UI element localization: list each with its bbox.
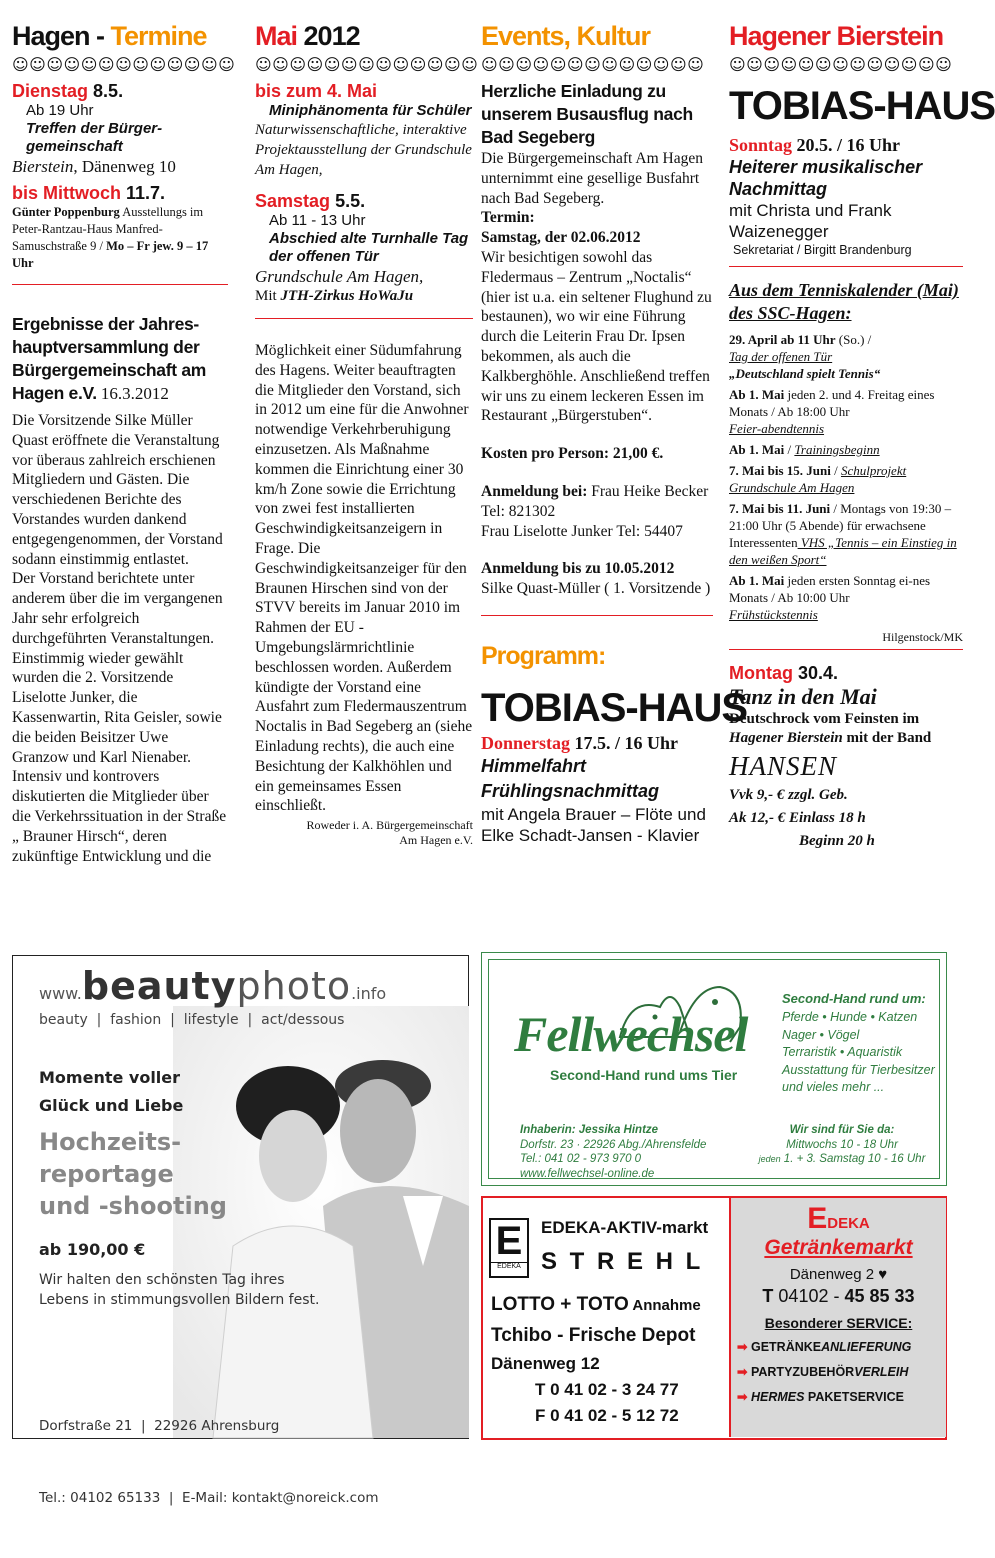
event-title: Treffen der Bürger-gemeinschaft [26,120,163,155]
divider [729,266,963,267]
event-description: mit Angela Brauer – Flöte und Elke Schadt-Jansen - Klavier [481,804,706,845]
event-title: Tanz in den Mai [729,684,877,709]
event-date: bis zum 4. Mai [255,81,378,101]
edeka-ad [481,1196,947,1440]
tennis-item: Ab 1. Mai jeden 2. und 4. Freitag eines Monats / Ab 18:00 Uhr Feier-abendtennis [729,387,935,436]
description: Wir halten den schönsten Tag ihres Lebens in stimmungsvollen Bildern fest. [39,1272,320,1308]
event-description: Mit JTH-Zirkus HoWaJu [255,288,414,304]
edeka-logo: EDEKA [807,1202,870,1235]
column-events-kultur [481,18,748,846]
tennis-item: 7. Mai bis 15. Juni / Schulprojekt Grundschule Am Hagen [729,463,907,495]
phone: T 04102 - 45 85 33 [762,1286,915,1306]
divider [12,284,228,285]
tagline: Momente voller Glück und Liebe [39,1068,184,1115]
event-date: Montag 30.4. [729,663,839,683]
article-heading: Ergebnisse der Jahres-hauptversammlung der Bürgergemeinschaft am Hagen e.V. 16.3.2012 [12,314,207,403]
invitation-body: Die Bürgergemeinschaft Am Hagen unternimmt eine gesellige Busfahrt nach Bad Segeberg. Termin: Samstag, der 02.06.2012 Wir besichtigen sowohl das Fledermaus – Zentrum „Noctalis“ (hier ist u.a. ein seltener Flughund zu bestaunen), wo wir eine Führung durch die Leiterin Frau Dr. Ipsen bekommen, als auch die Kalkberghöhle. Anschließend treffen wir uns zu einem leckeren Essen im Restaurant „Bürgerstuben“. Kosten pro Person: 21,00 €. Anmeldung bei: Frau Heike Becker Tel: 821302 Frau Liselotte Junker Tel: 54407 Anmeldung bis zu 10.05.2012 Silke Quast-Müller ( 1. Vorsitzende ) [481,150,712,598]
tobias-haus-logo: TOBIAS-HAUS [729,84,995,128]
tennis-item: Ab 1. Mai / Trainingsbeginn [729,442,880,457]
edeka-aktiv-markt [483,1198,729,1437]
contact-info: Dorfstraße 21 | 22926 Ahrensburg Tel.: 04102 65133 | E-Mail: kontakt@noreick.com [39,1418,379,1506]
store-name: S T R E H L [541,1248,704,1275]
event-time: Ab 19 Uhr [26,102,94,119]
opening-hours: Wir sind für Sie da: Mittwochs 10 - 18 Uhr jeden 1. + 3. Samstag 10 - 16 Uhr [758,1124,926,1165]
arrow-right-icon: ➡ [737,1390,748,1404]
event-title: Abschied alte Turnhalle Tag der offenen Tür [269,230,469,265]
column-heading: Mai 2012 [255,21,360,51]
invitation-title: Herzliche Einladung zu unserem Busausflug nach Bad Segeberg [481,81,693,147]
arrow-right-icon: ➡ [737,1340,748,1354]
column-hagen-termine [12,18,236,866]
divider [729,649,963,650]
edeka-getraenkemarkt [729,1198,946,1437]
article-body: Die Vorsitzende Silke Müller Quast eröffnete die Veranstaltung vor überaus zahlreich erschienen Mitgliedern und Gästen. Die verschiedenen Berichte des Vorstandes wurden dankend entgegengenommen, der Vorstand sodann einstimmig entlastet. Der Vorstand berichtete unter anderem über die im vergangenen Jahr sehr erfolgreich durchgeführten Veranstaltungen. Einstimmig wieder gewählt wurden die 2. Vorsitzende Liselotte Junker, die Kassenwartin, Rita Geisler, sowie die beiden Beisitzer Uwe Granzow und Karl Nienaber. Intensiv und kontrovers diskutierten die Mitglieder über die Verkehrssituation in der Straße „ Brauner Hirsch“, deren zukünftige Entwicklung und die [12,412,227,865]
heading-part-hagen: Hagen - [12,21,105,51]
smiley-row: ☺☺☺☺☺☺☺☺☺☺☺☺☺ [481,55,705,74]
tennis-item: Ab 1. Mai jeden ersten Sonntag ei-nes Monats / Ab 10:00 Uhr Frühstückstennis [729,573,931,622]
column-heading: Hagener Bierstein [729,21,944,51]
tagline: Second-Hand rund ums Tier [550,1067,738,1083]
column-heading: Events, Kultur [481,21,651,51]
event-title: Heiterer musikalischer Nachmittag [729,157,923,199]
smiley-row: ☺☺☺☺☺☺☺☺☺☺☺☺☺ [12,55,236,74]
event-location: Grundschule Am Hagen, [255,267,424,286]
arrow-right-icon: ➡ [737,1365,748,1379]
event-location: Bierstein, Dänenweg 10 [12,157,176,176]
street: Dänenweg 2 ♥ [789,1266,888,1283]
event-date: Samstag 5.5. [255,191,366,211]
column-mai-2012 [255,18,479,848]
wedding-heading: Hochzeits- reportage und -shooting [39,1128,227,1220]
tobias-haus-logo: TOBIAS-HAUS [481,685,748,730]
tennis-calendar [729,331,963,623]
divider [255,318,473,319]
column-hagener-bierstein [729,18,995,853]
event-date: Donnerstag 17.5. / 16 Uhr [481,732,678,753]
heading-part-termine: Termine [110,21,207,51]
event-description: Deutschrock vom Feinsten im Hagener Bierstein mit der Band [729,711,932,746]
article-body-continued: Möglichkeit einer Südumfahrung des Hagens. Weiter beauftragten die Mitglieder den Vorstand, sich in 2012 um eine für die Anwohner notwendige Verkehrberuhigung einzusetzen. Als Maßnahme kommen die Einrichtung einer 30 km/h Zone sowie die Errichtung von zwei fest installierten Geschwindigkeitsanzeigern in Frage. Die Geschwindigkeitsanzeiger für den Braunen Hirschen sind von der STVV bereits im Januar 2010 im Rahmen der EU - Umgebungslärmrichtlinie beschlossen worden. Außerdem kündigte der Vorstand eine Ausfahrt zum Fledermauszentrum Noctalis in Bad Segeberg an (siehe Einladung rechts), die auch eine Besichtung der Kalkhöhlen und ein gemeinsames Essen einschließt. [255,342,473,815]
getraenkemarkt-title: Getränkemarkt [764,1236,913,1259]
beautyphoto-ad [12,955,469,1506]
tennis-item: 7. Mai bis 11. Juni / Montags von 19:30 – 21:00 Uhr (5 Abende) für erwachsene Interessenten VHS „Tennis – ein Einstieg in den weißen Sport“ [729,501,957,567]
tennis-calendar-title: Aus dem Tenniskalender (Mai) des SSC-Hagen: [729,280,959,323]
beautyphoto-logo: www.beautyphoto.info [39,964,387,1008]
event-title: Frühlingsnachmittag [481,780,660,801]
edeka-title: EDEKA-AKTIV-markt [541,1218,709,1237]
price: ab 190,00 € [39,1240,146,1259]
event-time: Ab 11 - 13 Uhr [269,212,366,229]
product-list: Second-Hand rund um: Pferde • Hunde • Katzen Nager • Vögel Terraristik • Aquaristik Ausstattung für Tierbesitzer und vieles mehr ... [782,991,935,1094]
service-list: ➡ GETRÄNKEANLIEFERUNG ➡ PARTYZUBEHÖRVERLEIH ➡ HERMES PAKETSERVICE [737,1340,912,1404]
event-description: Naturwissenschaftliche, interaktive Projektausstellung der Grundschule Am Hagen, [255,122,472,178]
divider [481,615,713,616]
smiley-row: ☺☺☺☺☺☺☺☺☺☺☺☺☺ [729,55,953,74]
signature: Hilgenstock/MK [882,630,963,644]
signature: Roweder i. A. Bürgergemeinschaft Am Hagen e.V. [306,818,473,848]
band-name: HANSEN [729,751,838,781]
edeka-badge-icon: E EDEKA [489,1218,529,1278]
event-date: Sonntag 20.5. / 16 Uhr [729,135,901,155]
event-note: Sekretariat / Birgitt Brandenburg [733,243,912,257]
shop-contact: Inhaberin: Jessika Hintze Dorfstr. 23 · 22926 Abg./Ahrensfelde Tel.: 041 02 - 973 970 0 www.fellwechsel-online.de [520,1124,707,1180]
column-heading [12,18,228,54]
smiley-row: ☺☺☺☺☺☺☺☺☺☺☺☺☺ [255,55,479,74]
edeka-services: LOTTO + TOTO Annahme Tchibo - Frische Depot Dänenweg 12 T 0 41 02 - 3 24 77 F 0 41 02 - 5 12 72 [491,1294,701,1425]
event-description: Günter Poppenburg Ausstellungs im Peter-Rantzau-Haus Manfred-Samuschstraße 9 / Mo – Fr jew. 9 – 17 Uhr [12,205,209,270]
ticket-info: Vvk 9,- € zzgl. Geb. Ak 12,- € Einlass 18 h Beginn 20 h [729,787,875,849]
event-performers: mit Christa und Frank Waizenegger [729,201,892,241]
event-title: Himmelfahrt [481,755,587,776]
event-date: bis Mittwoch 11.7. [12,183,166,203]
category-list: beauty | fashion | lifestyle | act/dessous [39,1012,345,1028]
tennis-item: 29. April ab 11 Uhr (So.) / Tag der offenen Tür „Deutschland spielt Tennis“ [729,332,881,381]
event-date: Dienstag 8.5. [12,81,124,101]
program-heading: Programm: [481,641,606,670]
fellwechsel-logo: Fellwechsel [514,1006,748,1062]
event-title: Miniphänomenta für Schüler [269,102,472,119]
service-heading: Besonderer SERVICE: [764,1315,913,1331]
fellwechsel-ad [481,952,947,1186]
